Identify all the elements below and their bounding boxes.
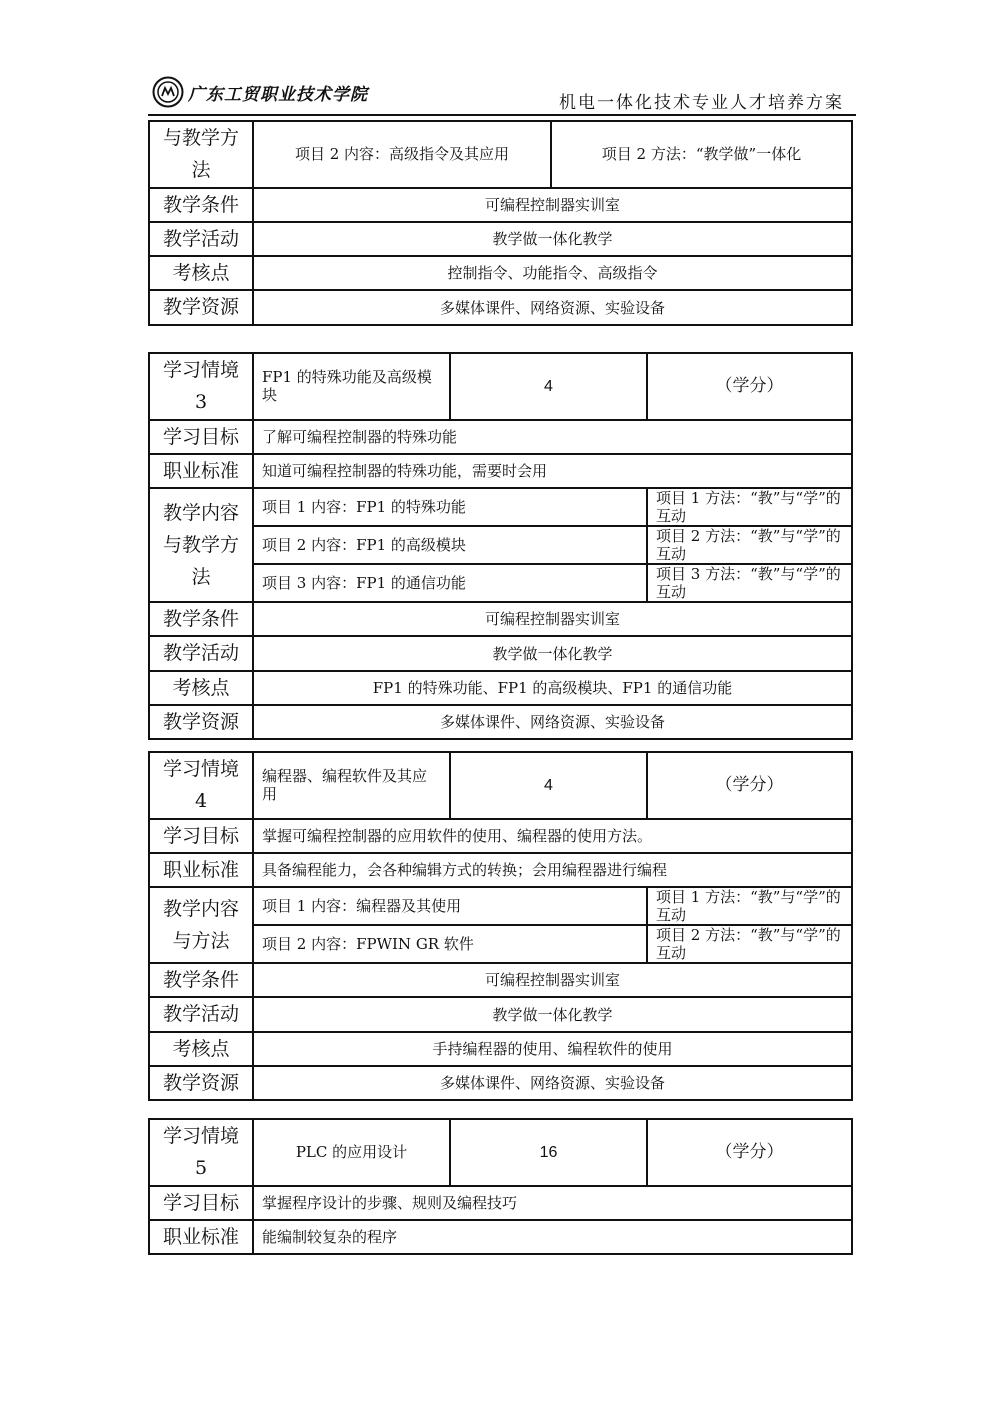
- resources-value: 多媒体课件、网络资源、实验设备: [253, 1066, 852, 1100]
- assessment-value: 控制指令、功能指令、高级指令: [253, 256, 852, 290]
- label-conditions: 教学条件: [149, 188, 253, 222]
- situation-2-continued-table: [148, 120, 853, 326]
- conditions-value: 可编程控制器实训室: [253, 602, 852, 636]
- assessment-value: FP1 的特殊功能、FP1 的高级模块、FP1 的通信功能: [253, 671, 852, 705]
- label-assessment: 考核点: [149, 256, 253, 290]
- item2-method: 项目 2 方法：“教学做”一体化: [551, 121, 852, 188]
- item-content: 项目 3 内容：FP1 的通信功能: [253, 564, 647, 602]
- header-divider: [148, 114, 856, 116]
- situation-4-table: [148, 751, 853, 1101]
- item-method: 项目 2 方法：“教”与“学”的互动: [647, 925, 852, 963]
- situation-name: PLC 的应用设计: [253, 1119, 450, 1186]
- item2-content: 项目 2 内容：高级指令及其应用: [253, 121, 551, 188]
- page-header: [148, 64, 856, 116]
- situation-5-table: [148, 1118, 853, 1255]
- assessment-value: 手持编程器的使用、编程软件的使用: [253, 1032, 852, 1066]
- label-standard: 职业标准: [149, 853, 253, 887]
- label-activity: 教学活动: [149, 222, 253, 256]
- label-resources: 教学资源: [149, 1066, 253, 1100]
- label-goal: 学习目标: [149, 420, 253, 454]
- label-resources: 教学资源: [149, 290, 253, 324]
- activity-value: 教学做一体化教学: [253, 636, 852, 670]
- label-goal: 学习目标: [149, 1186, 253, 1220]
- label-assessment: 考核点: [149, 671, 253, 705]
- label-situation: 学习情境 5: [149, 1119, 253, 1186]
- school-logo-icon: [152, 76, 184, 108]
- hours-value: 4: [450, 353, 647, 420]
- goal-value: 了解可编程控制器的特殊功能: [253, 420, 852, 454]
- goal-value: 掌握程序设计的步骤、规则及编程技巧: [253, 1186, 852, 1220]
- label-activity: 教学活动: [149, 636, 253, 670]
- situation-name: 编程器、编程软件及其应用: [253, 752, 450, 819]
- label-standard: 职业标准: [149, 454, 253, 488]
- standard-value: 能编制较复杂的程序: [253, 1220, 852, 1254]
- hours-value: 16: [450, 1119, 647, 1186]
- credit-label: （学分）: [647, 1119, 852, 1186]
- credit-label: （学分）: [647, 752, 852, 819]
- activity-value: 教学做一体化教学: [253, 222, 852, 256]
- credit-label: （学分）: [647, 353, 852, 420]
- item-method: 项目 2 方法：“教”与“学”的互动: [647, 526, 852, 564]
- resources-value: 多媒体课件、网络资源、实验设备: [253, 705, 852, 739]
- hours-value: 4: [450, 752, 647, 819]
- situation-3-table: [148, 352, 853, 740]
- school-name: 广东工贸职业技术学院: [188, 85, 368, 105]
- label-activity: 教学活动: [149, 997, 253, 1031]
- label-content-method: 教学内容与方法: [149, 887, 253, 963]
- standard-value: 知道可编程控制器的特殊功能，需要时会用: [253, 454, 852, 488]
- label-goal: 学习目标: [149, 819, 253, 853]
- document-title: 机电一体化技术专业人才培养方案: [559, 93, 844, 113]
- label-assessment: 考核点: [149, 1032, 253, 1066]
- item-content: 项目 1 内容：编程器及其使用: [253, 887, 647, 925]
- resources-value: 多媒体课件、网络资源、实验设备: [253, 290, 852, 324]
- item-method: 项目 3 方法：“教”与“学”的互动: [647, 564, 852, 602]
- label-resources: 教学资源: [149, 705, 253, 739]
- label-content-method: 教学内容与教学方法: [149, 488, 253, 602]
- item-method: 项目 1 方法：“教”与“学”的互动: [647, 887, 852, 925]
- item-content: 项目 1 内容：FP1 的特殊功能: [253, 488, 647, 526]
- label-situation: 学习情境 3: [149, 353, 253, 420]
- label-situation: 学习情境 4: [149, 752, 253, 819]
- label-standard: 职业标准: [149, 1220, 253, 1254]
- conditions-value: 可编程控制器实训室: [253, 188, 852, 222]
- goal-value: 掌握可编程控制器的应用软件的使用、编程器的使用方法。: [253, 819, 852, 853]
- standard-value: 具备编程能力，会各种编辑方式的转换；会用编程器进行编程: [253, 853, 852, 887]
- activity-value: 教学做一体化教学: [253, 997, 852, 1031]
- label-conditions: 教学条件: [149, 963, 253, 997]
- label-conditions: 教学条件: [149, 602, 253, 636]
- situation-name: FP1 的特殊功能及高级模块: [253, 353, 450, 420]
- item-content: 项目 2 内容：FPWIN GR 软件: [253, 925, 647, 963]
- label-content-method: 与教学方法: [149, 121, 253, 188]
- item-method: 项目 1 方法：“教”与“学”的互动: [647, 488, 852, 526]
- item-content: 项目 2 内容：FP1 的高级模块: [253, 526, 647, 564]
- conditions-value: 可编程控制器实训室: [253, 963, 852, 997]
